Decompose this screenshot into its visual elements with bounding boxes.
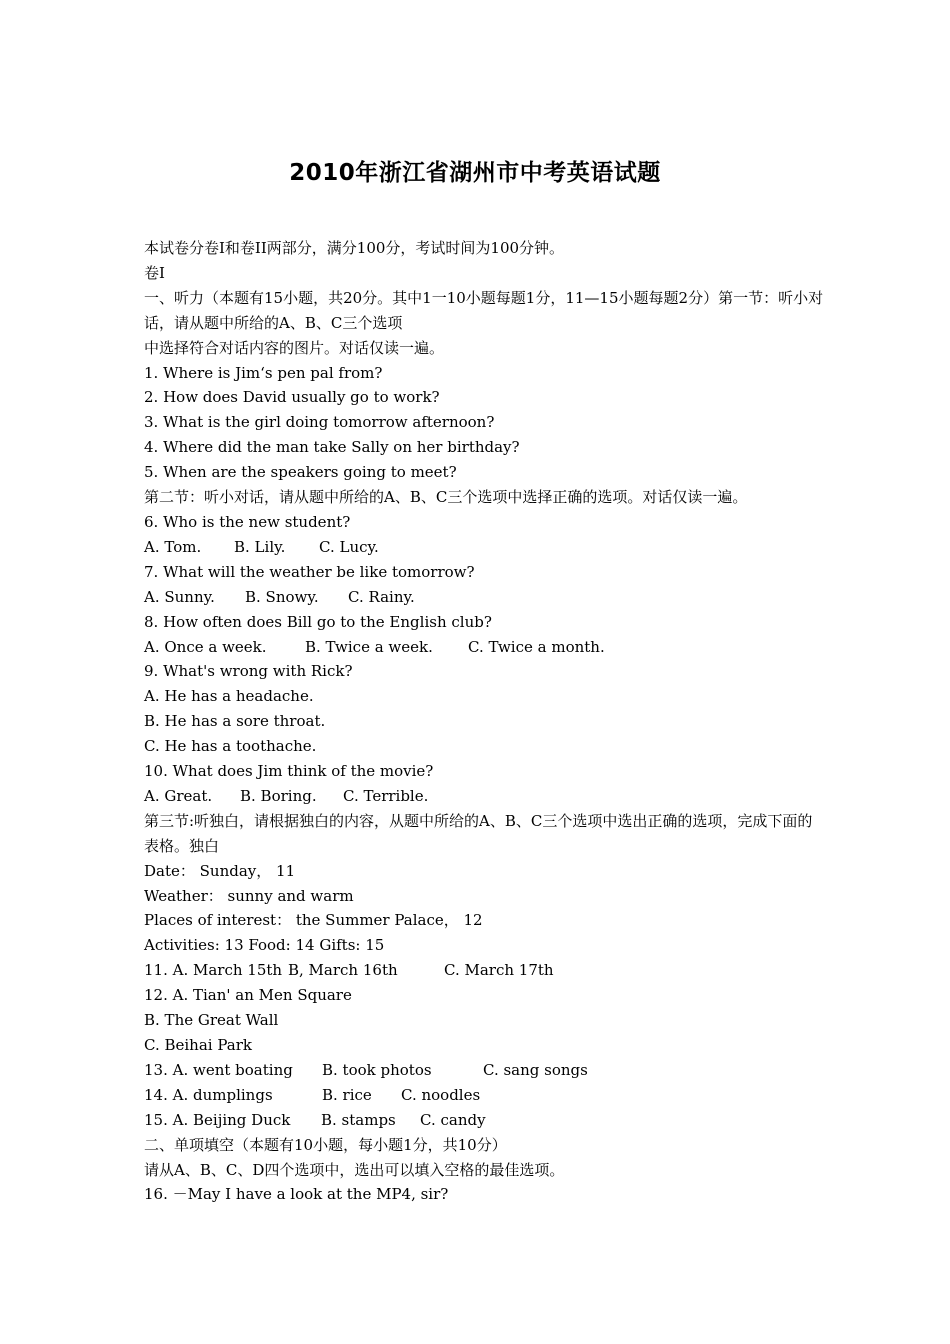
option-c: C. noodles	[401, 1085, 481, 1104]
question-6-options	[144, 535, 824, 560]
option-b: B. Lily.	[234, 537, 286, 556]
section3-heading: 第三节:听独白，请根据独白的内容，从题中所给的A、B、C三个选项中选出正确的选项，完成下面的表格。独白	[144, 811, 813, 855]
option-c: C. candy	[420, 1110, 486, 1129]
question-9-option-b: B. He has a sore throat.	[144, 712, 326, 731]
option-b: B. Boring.	[240, 786, 317, 805]
option-a: 15. A. Beijing Duck	[144, 1110, 291, 1129]
part1-heading: 一、听力（本题有15小题，共20分。其中1一10小题每题1分，11—15小题每题2分）第一节：听小对话，请从题中所给的A、B、C三个选项	[144, 288, 824, 332]
option-c: C. Terrible.	[343, 786, 429, 805]
question-14-options	[144, 1083, 824, 1108]
question-12-option-b: B. The Great Wall	[144, 1011, 279, 1030]
option-b: B. took photos	[322, 1060, 432, 1079]
question-2: 2. How does David usually go to work?	[144, 388, 440, 407]
page-title: 2010年浙江省湖州市中考英语试题	[289, 160, 661, 186]
form-weather: Weather： sunny and warm	[144, 886, 354, 905]
option-a: 11. A. March 15th	[144, 961, 283, 980]
question-8-options	[144, 635, 824, 660]
option-b: B. rice	[322, 1085, 372, 1104]
option-b: B. stamps	[321, 1110, 396, 1129]
form-places: Places of interest： the Summer Palace， 12	[144, 911, 483, 930]
question-13-options	[144, 1058, 824, 1083]
question-8: 8. How often does Bill go to the English club?	[144, 612, 492, 631]
question-12-option-a: 12. A. Tian' an Men Square	[144, 986, 352, 1005]
question-4: 4. Where did the man take Sally on her birthday?	[144, 438, 520, 457]
option-a: A. Great.	[144, 786, 213, 805]
option-b: B, March 16th	[288, 961, 398, 980]
question-10: 10. What does Jim think of the movie?	[144, 762, 434, 781]
option-a: A. Tom.	[144, 537, 202, 556]
section2-heading: 第二节：听小对话，请从题中所给的A、B、C三个选项中选择正确的选项。对话仅读一遍。	[144, 488, 748, 507]
question-16: 16. －May I have a look at the MP4, sir?	[144, 1185, 449, 1204]
question-5: 5. When are the speakers going to meet?	[144, 463, 457, 482]
question-9: 9. What's wrong with Rick?	[144, 662, 353, 681]
option-c: C. Rainy.	[348, 587, 415, 606]
option-b: B. Twice a week.	[305, 637, 433, 656]
intro-text: 本试卷分卷I和卷II两部分，满分100分，考试时间为100分钟。	[144, 239, 565, 257]
question-7-options	[144, 585, 824, 610]
question-7: 7. What will the weather be like tomorrow?	[144, 562, 475, 581]
option-c: C. March 17th	[444, 961, 554, 980]
option-c: C. Lucy.	[319, 537, 379, 556]
option-a: A. Sunny.	[144, 587, 215, 606]
option-b: B. Snowy.	[245, 587, 319, 606]
part2-instructions: 请从A、B、C、D四个选项中，选出可以填入空格的最佳选项。	[144, 1160, 565, 1179]
question-1: 1. Where is Jim‘s pen pal from?	[144, 363, 383, 382]
volume-label: 卷I	[144, 263, 165, 282]
question-11-options	[144, 958, 824, 983]
question-9-option-a: A. He has a headache.	[144, 687, 314, 706]
question-15-options	[144, 1108, 824, 1133]
option-a: 13. A. went boating	[144, 1060, 293, 1079]
question-12-option-c: C. Beihai Park	[144, 1036, 252, 1054]
option-a: 14. A. dumplings	[144, 1085, 273, 1104]
part1-heading-cont: 中选择符合对话内容的图片。对话仅读一遍。	[144, 338, 445, 357]
document-body	[144, 236, 824, 1207]
question-6: 6. Who is the new student?	[144, 512, 351, 531]
question-10-options	[144, 784, 824, 809]
option-c: C. sang songs	[483, 1060, 588, 1079]
part2-heading: 二、单项填空（本题有10小题，每小题1分，共10分）	[144, 1135, 507, 1154]
option-a: A. Once a week.	[144, 637, 267, 656]
question-3: 3. What is the girl doing tomorrow afternoon?	[144, 413, 495, 432]
option-c: C. Twice a month.	[468, 637, 605, 656]
question-9-option-c: C. He has a toothache.	[144, 737, 317, 756]
form-activities: Activities: 13 Food: 14 Gifts: 15	[144, 936, 385, 955]
form-date: Date： Sunday， 11	[144, 861, 296, 880]
